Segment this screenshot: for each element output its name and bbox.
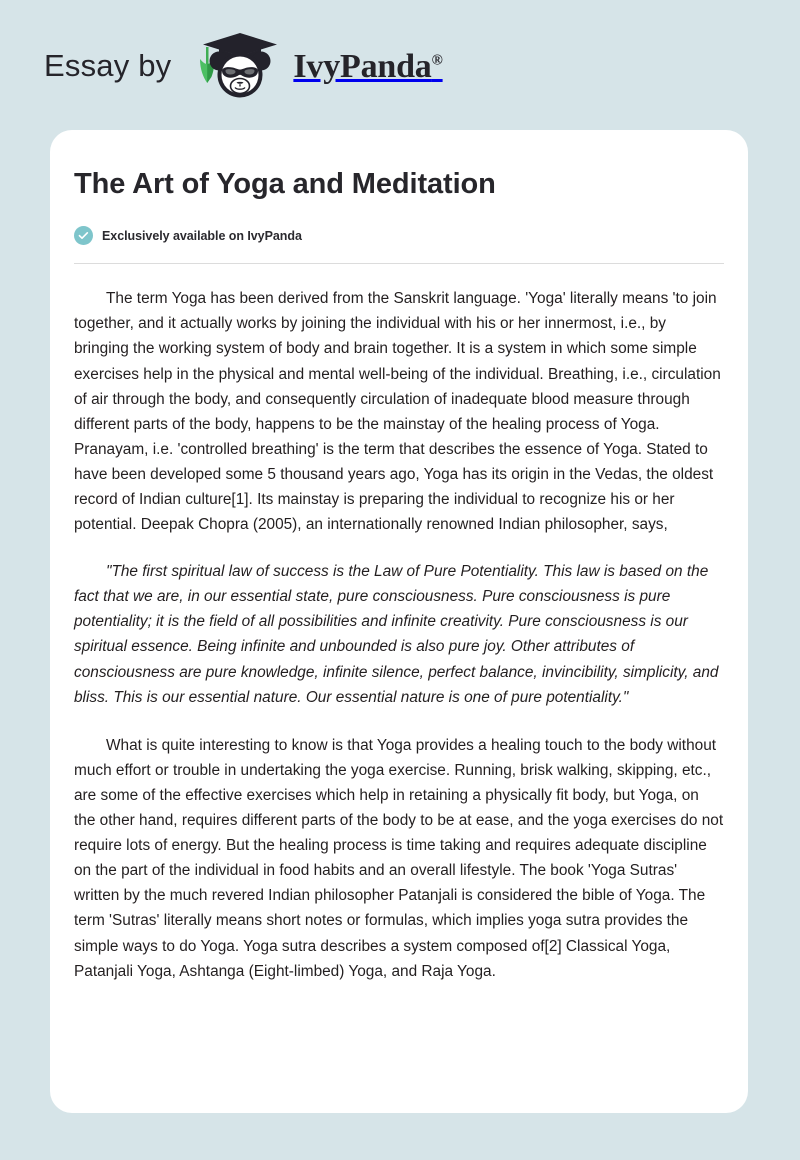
essay-body	[74, 286, 724, 983]
essay-card	[50, 130, 748, 1113]
ivypanda-brand-link[interactable]	[189, 31, 442, 99]
essay-by-label: Essay by	[44, 47, 172, 83]
registered-trademark-symbol: ®	[431, 52, 443, 69]
brand-name-text: IvyPanda	[293, 48, 432, 85]
brand-wordmark	[293, 50, 442, 84]
exclusive-availability-badge	[74, 226, 724, 245]
blockquote-paragraph: "The first spiritual law of success is the Law of Pure Potentiality. This law is based on the fact that we are, in our essential state, pure consciousness. Pure consciousness is pure potentiality; it is the field of all possibilities and infinite creativity. Pure consciousness is our spiritual essence. Being infinite and unbounded is also pure joy. Other attributes of consciousness are pure knowledge, infinite silence, perfect balance, invincibility, simplicity, and bliss. This is our essential nature. Our essential nature is one of pure potentiality."	[74, 563, 719, 706]
paragraph: The term Yoga has been derived from the Sanskrit language. 'Yoga' literally means 'to join together, and it actually works by joining the individual with his or her innermost, i.e., by bringing the working system of body and brain together. It is a system in which some simple exercises help in the physical and mental well-being of the individual. Breathing, i.e., circulation of air through the body, and consequently circulation of inadequate blood measure through different parts of the body, happens to be the mainstay of the healing process of Yoga. Pranayam, i.e. 'controlled breathing' is the term that describes the essence of Yoga. Stated to have been developed some 5 thousand years ago, Yoga has its origin in the Vedas, the oldest record of Indian culture[1]. Its mainstay is preparing the individual to recognize his or her potential. Deepak Chopra (2005), an internationally renowned Indian philosopher, says,	[74, 290, 721, 534]
site-header	[0, 0, 800, 130]
page-title: The Art of Yoga and Meditation	[74, 168, 496, 200]
paragraph: What is quite interesting to know is that Yoga provides a healing touch to the body without much effort or trouble in undertaking the yoga exercise. Running, brisk walking, skipping, etc., are some of the effective exercises which help in retaining a physically fit body, but Yoga, on the other hand, requires different parts of the body to be at ease, and the yoga exercises do not require lots of energy. But the healing process is time taking and requires adequate discipline on the part of the individual in food habits and an overall lifestyle. The book 'Yoga Sutras' written by the much revered Indian philosopher Patanjali is considered the bible of Yoga. The term 'Sutras' literally means short notes or formulas, which implies yoga sutra provides the simple ways to do Yoga. Yoga sutra describes a system composed of[2] Classical Yoga, Patanjali Yoga, Ashtanga (Eight-limbed) Yoga, and Raja Yoga.	[74, 736, 724, 980]
status-badge-label: Exclusively available on IvyPanda	[102, 228, 302, 243]
ivypanda-panda-graduation-logo-icon	[189, 31, 283, 99]
check-circle-icon	[74, 226, 93, 245]
header-divider	[74, 263, 724, 264]
